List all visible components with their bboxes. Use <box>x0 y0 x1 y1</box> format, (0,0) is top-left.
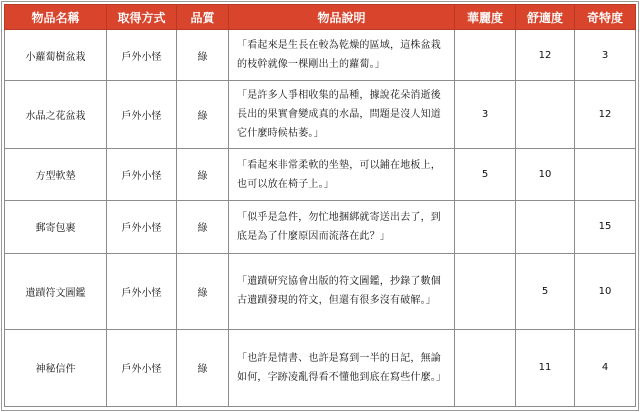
item-name: 遺蹟符文圖鑑 <box>5 253 107 329</box>
item-luxury <box>455 329 516 406</box>
item-name: 水晶之花盆栽 <box>5 81 107 149</box>
item-comfort: 12 <box>516 30 575 81</box>
table-row <box>5 253 636 329</box>
item-quality: 綠 <box>177 30 229 81</box>
item-quality: 綠 <box>177 329 229 406</box>
item-oddity: 15 <box>575 201 636 253</box>
item-quality: 綠 <box>177 253 229 329</box>
header-luxury: 華麗度 <box>455 5 516 30</box>
header-name: 物品名稱 <box>5 5 107 30</box>
header-comfort: 舒適度 <box>516 5 575 30</box>
table-row <box>5 149 636 201</box>
item-method: 戶外小怪 <box>107 149 177 201</box>
table-row <box>5 30 636 81</box>
table-row <box>5 329 636 406</box>
item-comfort: 5 <box>516 253 575 329</box>
header-description: 物品說明 <box>229 5 455 30</box>
item-description: 「也許是情書、也許是寫到一半的日記，無論如何，字跡凌亂得看不懂他到底在寫些什麼。」 <box>229 329 455 406</box>
table-row <box>5 201 636 253</box>
item-name: 郵寄包裹 <box>5 201 107 253</box>
item-oddity: 10 <box>575 253 636 329</box>
item-name: 小蘿蔔樹盆栽 <box>5 30 107 81</box>
item-name: 方型軟墊 <box>5 149 107 201</box>
item-luxury <box>455 30 516 81</box>
item-comfort: 11 <box>516 329 575 406</box>
item-oddity: 12 <box>575 81 636 149</box>
item-oddity: 4 <box>575 329 636 406</box>
item-method: 戶外小怪 <box>107 30 177 81</box>
item-comfort <box>516 81 575 149</box>
item-luxury: 5 <box>455 149 516 201</box>
item-luxury <box>455 253 516 329</box>
item-oddity: 3 <box>575 30 636 81</box>
header-method: 取得方式 <box>107 5 177 30</box>
table-row <box>5 81 636 149</box>
item-quality: 綠 <box>177 149 229 201</box>
item-description: 「看起來是生長在較為乾燥的區域，這株盆栽的枝幹就像一棵剛出土的蘿蔔。」 <box>229 30 455 81</box>
item-comfort <box>516 201 575 253</box>
header-row <box>5 5 636 30</box>
item-description: 「是許多人爭相收集的品種，據說花朵消逝後長出的果實會變成真的水晶，問題是沒人知道它什麼時候枯萎。」 <box>229 81 455 149</box>
item-description: 「看起來非常柔軟的坐墊，可以鋪在地板上，也可以放在椅子上。」 <box>229 149 455 201</box>
item-method: 戶外小怪 <box>107 201 177 253</box>
item-comfort: 10 <box>516 149 575 201</box>
item-luxury: 3 <box>455 81 516 149</box>
item-luxury <box>455 201 516 253</box>
item-quality: 綠 <box>177 201 229 253</box>
item-name: 神秘信件 <box>5 329 107 406</box>
item-description: 「似乎是急件，勿忙地捆綁就寄送出去了，到底是為了什麼原因而流落在此？」 <box>229 201 455 253</box>
item-quality: 綠 <box>177 81 229 149</box>
item-method: 戶外小怪 <box>107 81 177 149</box>
item-method: 戶外小怪 <box>107 253 177 329</box>
item-method: 戶外小怪 <box>107 329 177 406</box>
item-oddity <box>575 149 636 201</box>
item-table <box>4 4 636 407</box>
item-description: 「遺蹟研究協會出版的符文圖鑑，抄錄了數個古遺蹟發現的符文，但還有很多沒有破解。」 <box>229 253 455 329</box>
header-quality: 品質 <box>177 5 229 30</box>
header-oddity: 奇特度 <box>575 5 636 30</box>
